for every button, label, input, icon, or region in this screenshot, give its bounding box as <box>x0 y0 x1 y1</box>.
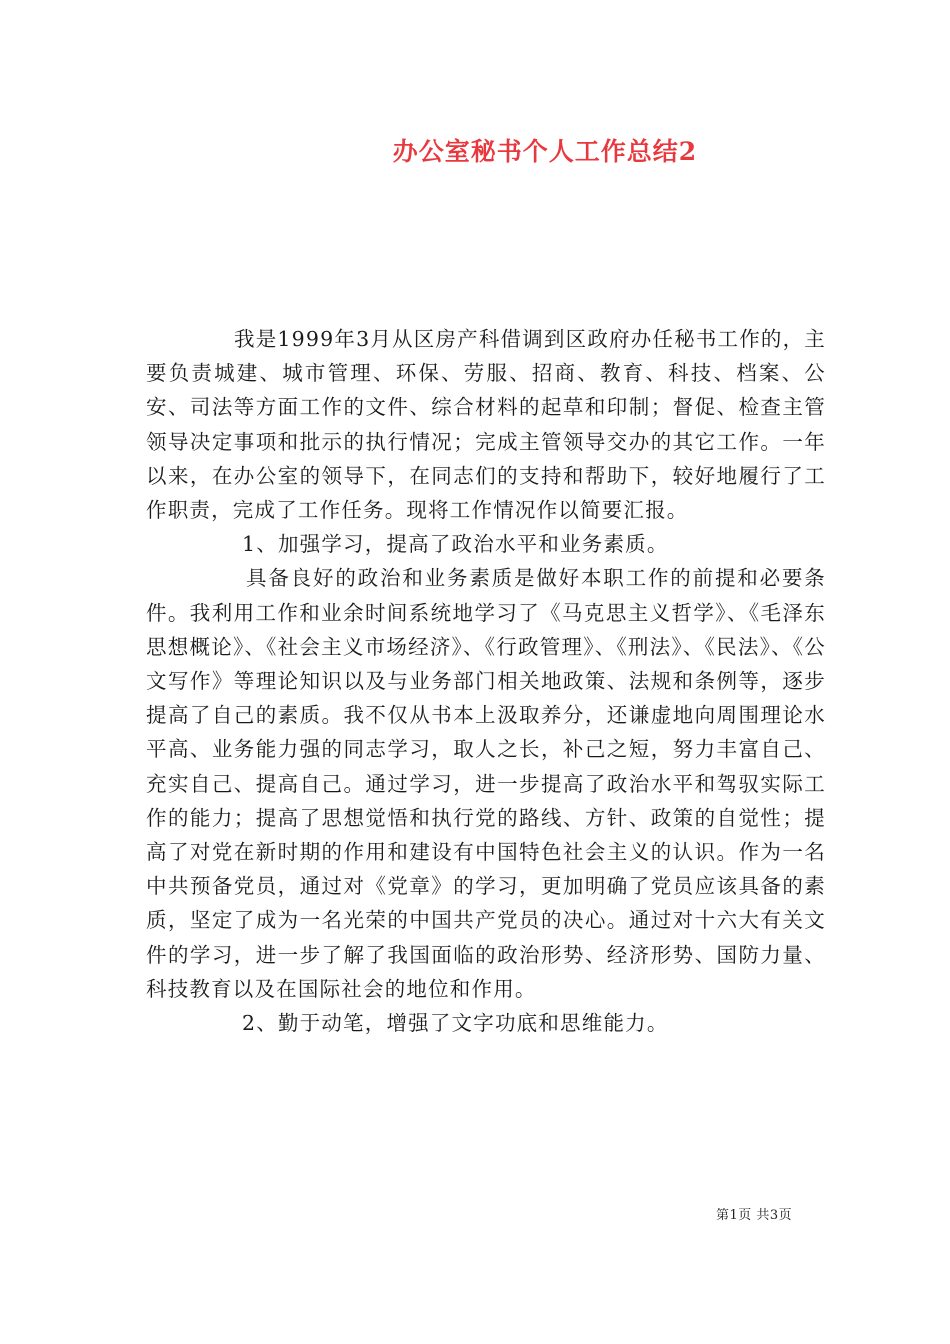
section-heading-1: 1、加强学习，提高了政治水平和业务素质。 <box>242 532 669 557</box>
intro-paragraph: 我是1999年3月从区房产科借调到区政府办任秘书工作的，主要负责城建、城市管理、环保、劳服、招商、教育、科技、档案、公安、司法等方面工作的文件、综合材料的起草和印制；督促、检查主管领导决定事项和批示的执行情况；完成主管领导交办的其它工作。一年以来，在办公室的领导下，在同志们的支持和帮助下，较好地履行了工作职责，完成了工作任务。现将工作情况作以简要汇报。 <box>146 327 827 523</box>
section-heading-2: 2、勤于动笔，增强了文字功底和思维能力。 <box>242 1011 669 1036</box>
document-body <box>146 322 826 1040</box>
document-title: 办公室秘书个人工作总结2 <box>392 137 698 166</box>
section-paragraph-1: 具备良好的政治和业务素质是做好本职工作的前提和必要条件。我利用工作和业余时间系统地学习了《马克思主义哲学》、《毛泽东思想概论》、《社会主义市场经济》、《行政管理》、《刑法》、《民法》、《公文写作》等理论知识以及与业务部门相关地政策、法规和条例等，逐步提高了自己的素质。我不仅从书本上汲取养分，还谦虚地向周围理论水平高、业务能力强的同志学习，取人之长，补己之短，努力丰富自己、充实自己、提高自己。通过学习，进一步提高了政治水平和驾驭实际工作的能力；提高了思想觉悟和执行党的路线、方针、政策的自觉性；提高了对党在新时期的作用和建设有中国特色社会主义的认识。作为一名中共预备党员，通过对《党章》的学习，更加明确了党员应该具备的素质，坚定了成为一名光荣的中国共产党员的决心。通过对十六大有关文件的学习，进一步了解了我国面临的政治形势、经济形势、国防力量、科技教育以及在国际社会的地位和作用。 <box>146 566 826 1001</box>
page-number: 第1页 共3页 <box>716 1208 793 1223</box>
